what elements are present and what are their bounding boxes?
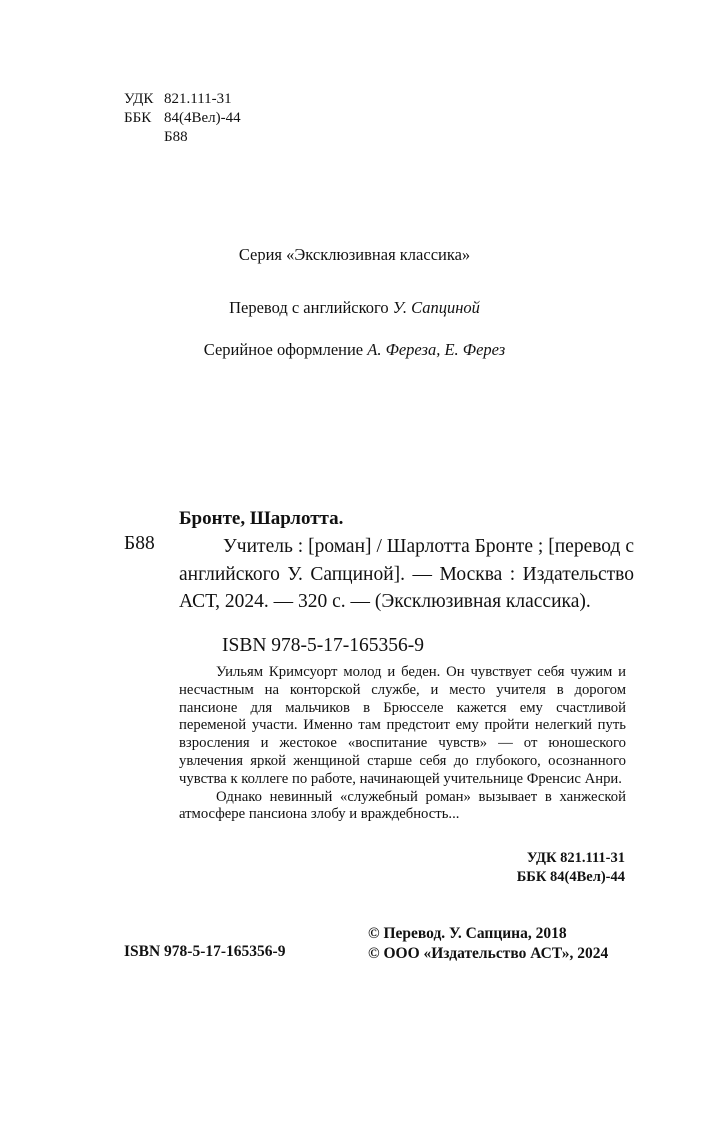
bbk-value: 84(4Вел)-44 (164, 110, 241, 126)
classification-block (124, 90, 241, 147)
annotation-paragraph: Уильям Кримсуорт молод и беден. Он чувствует себя чужим и несчастным на конторской службе, и место учителя в дорогом пансионе для мальчиков в Брюсселе кажется ему счастливой переменой участи. Именно там предстоит ему пройти нелегкий путь взросления и жестокое «воспитание чувств» — от юношеского увлечения яркой женщиной старше себя до глубокого, осознанного чувства к коллеге по работе, начинающей учительнице Френсис Анри. (179, 664, 626, 787)
design-prefix: Серийное оформление (203, 340, 364, 359)
udk-value: 821.111-31 (164, 91, 232, 107)
series-line (0, 245, 709, 265)
bbk-label: ББК (124, 110, 152, 126)
translation-line (0, 298, 709, 318)
catalog-description: Учитель : [роман] / Шарлотта Бронте ; [перевод с английского У. Сапциной]. — Москва : Издательство АСТ, 2024. — 320 с. — (Эксклюзивная классика). (179, 536, 634, 612)
series-name: «Эксклюзивная классика» (286, 245, 471, 264)
design-line (0, 340, 709, 360)
copyright-translation: © Перевод. У. Сапцина, 2018 (368, 925, 567, 942)
annotation-paragraph: Однако невинный «служебный роман» вызывает в ханжеской атмосфере пансиона злобу и враждебность... (179, 788, 626, 823)
copyright-publisher: © ООО «Издательство АСТ», 2024 (368, 945, 609, 962)
catalog-mark: Б88 (124, 533, 155, 554)
translation-prefix: Перевод с английского (229, 298, 389, 317)
catalog-isbn: ISBN 978-5-17-165356-9 (222, 635, 425, 656)
bbk-code: ББК 84(4Вел)-44 (516, 869, 625, 885)
footer-isbn: ISBN 978-5-17-165356-9 (124, 943, 286, 960)
copyright-block (368, 924, 608, 964)
designer-names: А. Фереза, Е. Ферез (367, 340, 506, 359)
catalog-author: Бронте, Шарлотта. (179, 508, 344, 529)
udk-label: УДК (124, 91, 154, 107)
series-prefix: Серия (238, 245, 283, 264)
udk-code: УДК 821.111-31 (526, 850, 625, 866)
annotation (179, 664, 626, 824)
classification-right (517, 849, 625, 887)
translator-name: У. Сапциной (392, 298, 480, 317)
author-mark: Б88 (164, 129, 188, 145)
